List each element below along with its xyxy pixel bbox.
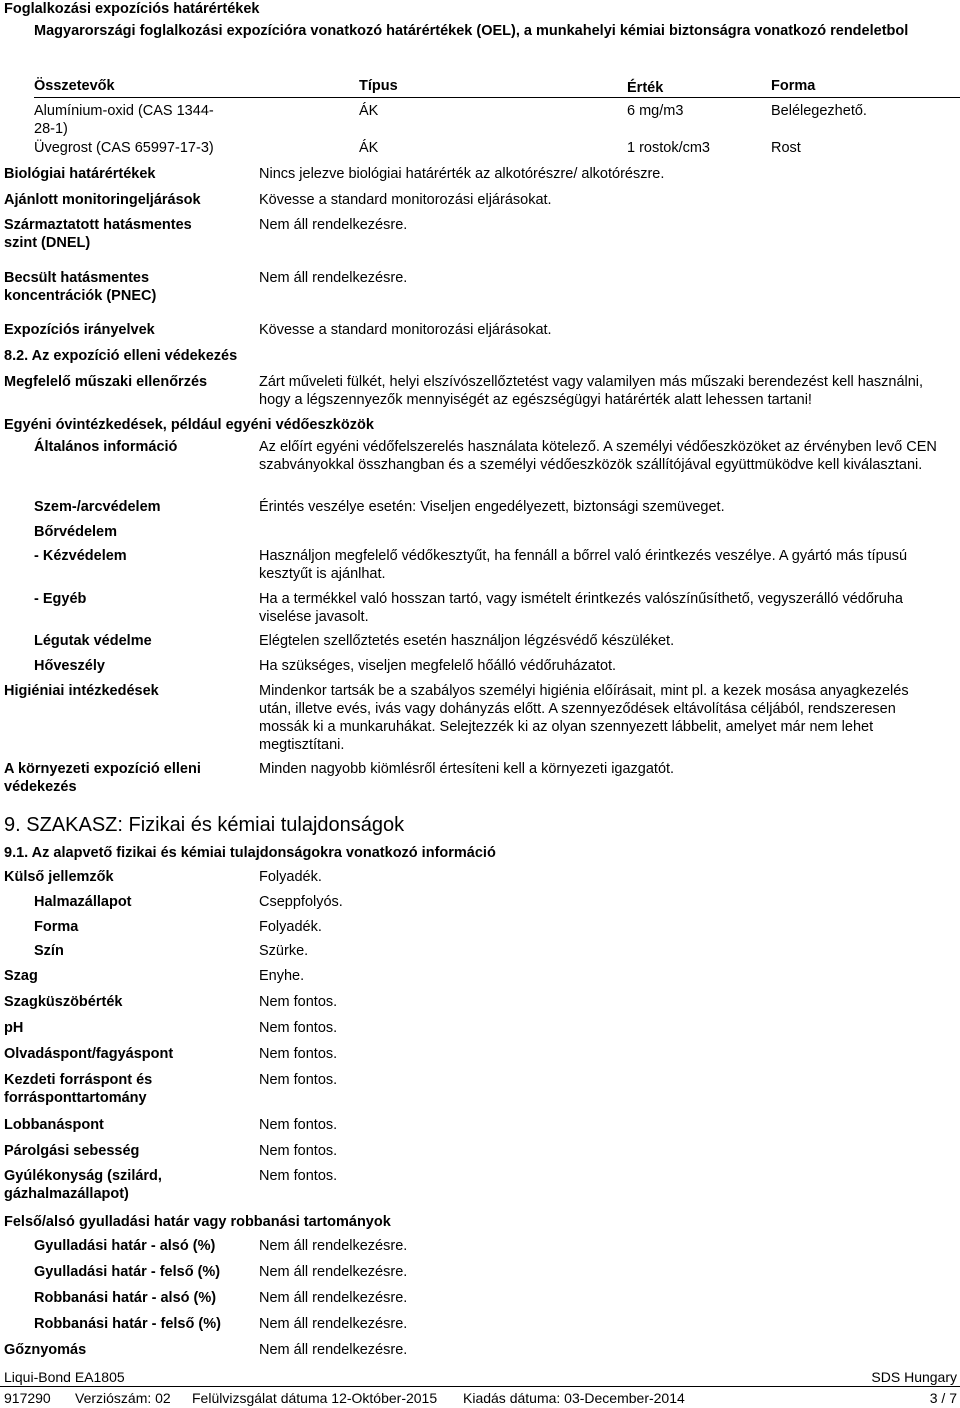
explosive-upper-label: Robbanási határ - felső (%) [34,1316,221,1332]
thermal-hazard-value: Ha szükséges, viseljen megfelelő hőálló védőruházatot. [259,658,617,674]
footer-revision-date: Felülvizsgálat dátuma 12-Október-2015 [192,1390,438,1406]
footer-rule [0,1386,960,1387]
section-9-title: 9. SZAKASZ: Fizikai és kémiai tulajdonságok [4,814,405,836]
monitoring-label: Ajánlott monitoringeljárások [4,192,201,208]
flammability-lower-label: Gyulladási határ - alsó (%) [34,1238,216,1254]
boiling-point-value: Nem fontos. [259,1072,338,1088]
boiling-point-label: Kezdeti forráspont és forrásponttartomány [4,1072,153,1106]
explosive-limits-title: Felső/alsó gyulladási határ vagy robbanási tartományok [4,1214,391,1230]
flammability-lower-value: Nem áll rendelkezésre. [259,1238,408,1254]
ph-label: pH [4,1020,24,1036]
flammability-value: Nem fontos. [259,1168,338,1184]
skin-protection-label: Bőrvédelem [34,524,118,540]
table-cell-component: Alumínium-oxid (CAS 1344-28-1) [34,103,214,137]
table-cell-type: ÁK [359,103,379,119]
flammability-upper-label: Gyulladási határ - felső (%) [34,1264,221,1280]
color-label: Szín [34,943,64,959]
environmental-exposure-value: Minden nagyobb kiömlésről értesíteni kell a környezeti igazgatót. [259,761,675,777]
other-protection-value: Ha a termékkel való hosszan tartó, vagy ismételt érintkezés valószínűsíthető, vegyszerálló védőruha viselése javasolt. [259,591,903,625]
melting-point-value: Nem fontos. [259,1046,338,1062]
col-header-form: Forma [771,78,816,94]
subsection-8-2-title: 8.2. Az expozíció elleni védekezés [4,348,238,364]
section-title: Foglalkozási expozíciós határértékek [4,1,260,17]
flammability-upper-value: Nem áll rendelkezésre. [259,1264,408,1280]
evaporation-rate-value: Nem fontos. [259,1143,338,1159]
melting-point-label: Olvadáspont/fagyáspont [4,1046,174,1062]
physical-state-value: Cseppfolyós. [259,894,343,910]
thermal-hazard-label: Hőveszély [34,658,105,674]
eye-protection-value: Érintés veszélye esetén: Viseljen engedélyezett, biztonsági szemüveget. [259,499,725,515]
eye-protection-label: Szem-/arcvédelem [34,499,161,515]
footer-page-number: 3 / 7 [929,1390,957,1406]
table-header-rule [34,97,960,98]
flash-point-label: Lobbanáspont [4,1117,104,1133]
hand-protection-label: - Kézvédelem [34,548,127,564]
respiratory-protection-value: Elégtelen szellőztetés esetén használjon légzésvédő készüléket. [259,633,675,649]
engineering-controls-value: Zárt műveleti fülkét, helyi elszívószellőztetést vagy valamilyen más műszaki berendezést kell használni, hogy a légszennyezők mennyiségét az egészségügyi határérték alatt lehessen tartani! [259,374,924,408]
flammability-label: Gyúlékonyság (szilárd, gázhalmazállapot) [4,1168,162,1202]
dnel-label: Származtatott hatásmentes szint (DNEL) [4,217,192,251]
vapor-pressure-value: Nem áll rendelkezésre. [259,1342,408,1358]
odor-threshold-value: Nem fontos. [259,994,338,1010]
footer-product: Liqui-Bond EA1805 [4,1369,125,1385]
table-cell-type: ÁK [359,140,379,156]
biological-limits-label: Biológiai határértékek [4,166,156,182]
hand-protection-value: Használjon megfelelő védőkesztyűt, ha fennáll a bőrrel való érintkezés veszélye. A gyártó más típusú kesztyűt is ajánlhat. [259,548,908,582]
odor-value: Enyhe. [259,968,305,984]
environmental-exposure-label: A környezeti expozíció elleni védekezés [4,761,201,795]
ppe-general-label: Általános információ [34,439,178,455]
monitoring-value: Kövesse a standard monitorozási eljárásokat. [259,192,552,208]
table-cell-form: Rost [771,140,801,156]
pnec-label: Becsült hatásmentes koncentrációk (PNEC) [4,270,157,304]
footer-issue-date: Kiadás dátuma: 03-December-2014 [463,1390,685,1406]
evaporation-rate-label: Párolgási sebesség [4,1143,140,1159]
physical-state-label: Halmazállapot [34,894,132,910]
ppe-general-value: Az előírt egyéni védőfelszerelés használata kötelező. A személyi védőeszközöket az érvényben levő CEN szabványokkal összhangban és a személyi védőeszközök szállítójával együttmüködve kell kiválasztani. [259,439,937,473]
appearance-label: Külső jellemzők [4,869,114,885]
footer-code: 917290 [4,1390,51,1406]
pnec-value: Nem áll rendelkezésre. [259,270,408,286]
ph-value: Nem fontos. [259,1020,338,1036]
table-cell-component: Üvegrost (CAS 65997-17-3) [34,140,214,156]
odor-threshold-label: Szagküszöbérték [4,994,123,1010]
col-header-value: Érték [627,80,664,96]
subsection-9-1-title: 9.1. Az alapvető fizikai és kémiai tulajdonságokra vonatkozó információ [4,845,496,861]
flash-point-value: Nem fontos. [259,1117,338,1133]
explosive-lower-label: Robbanási határ - alsó (%) [34,1290,217,1306]
table-cell-form: Belélegezhető. [771,103,867,119]
form-label: Forma [34,919,79,935]
hygiene-label: Higiéniai intézkedések [4,683,159,699]
table-cell-value: 1 rostok/cm3 [627,140,710,156]
other-protection-label: - Egyéb [34,591,87,607]
explosive-upper-value: Nem áll rendelkezésre. [259,1316,408,1332]
dnel-value: Nem áll rendelkezésre. [259,217,408,233]
explosive-lower-value: Nem áll rendelkezésre. [259,1290,408,1306]
footer-version: Verziószám: 02 [75,1390,171,1406]
form-value: Folyadék. [259,919,322,935]
vapor-pressure-label: Gőznyomás [4,1342,87,1358]
biological-limits-value: Nincs jelezve biológiai határérték az alkotórészre/ alkotórészre. [259,166,665,182]
ppe-title: Egyéni óvintézkedések, például egyéni védőeszközök [4,417,374,433]
color-value: Szürke. [259,943,309,959]
exposure-guidelines-label: Expozíciós irányelvek [4,322,155,338]
col-header-component: Összetevők [34,78,115,94]
exposure-guidelines-value: Kövesse a standard monitorozási eljárásokat. [259,322,552,338]
hygiene-value: Mindenkor tartsák be a szabályos személyi higiénia előírásait, mint pl. a kezek mosása anyagkezelés után, illetve evés, ivás vagy dohányzás előtt. A szennyeződések eltávolítása céljából, rendszeresen mossák ki a munkaruhákat. Selejtezzék ki az olyan szennyezett lábbelit, amelyet már nem lehet megtisztítani. [259,683,909,753]
respiratory-protection-label: Légutak védelme [34,633,152,649]
footer-region: SDS Hungary [871,1369,957,1385]
col-header-type: Típus [359,78,398,94]
table-cell-value: 6 mg/m3 [627,103,684,119]
odor-label: Szag [4,968,38,984]
appearance-value: Folyadék. [259,869,322,885]
oel-intro: Magyarországi foglalkozási expozícióra vonatkozó határértékek (OEL), a munkahelyi kémiai biztonságra vonatkozó rendeletbol [34,23,909,39]
engineering-controls-label: Megfelelő műszaki ellenőrzés [4,374,208,390]
